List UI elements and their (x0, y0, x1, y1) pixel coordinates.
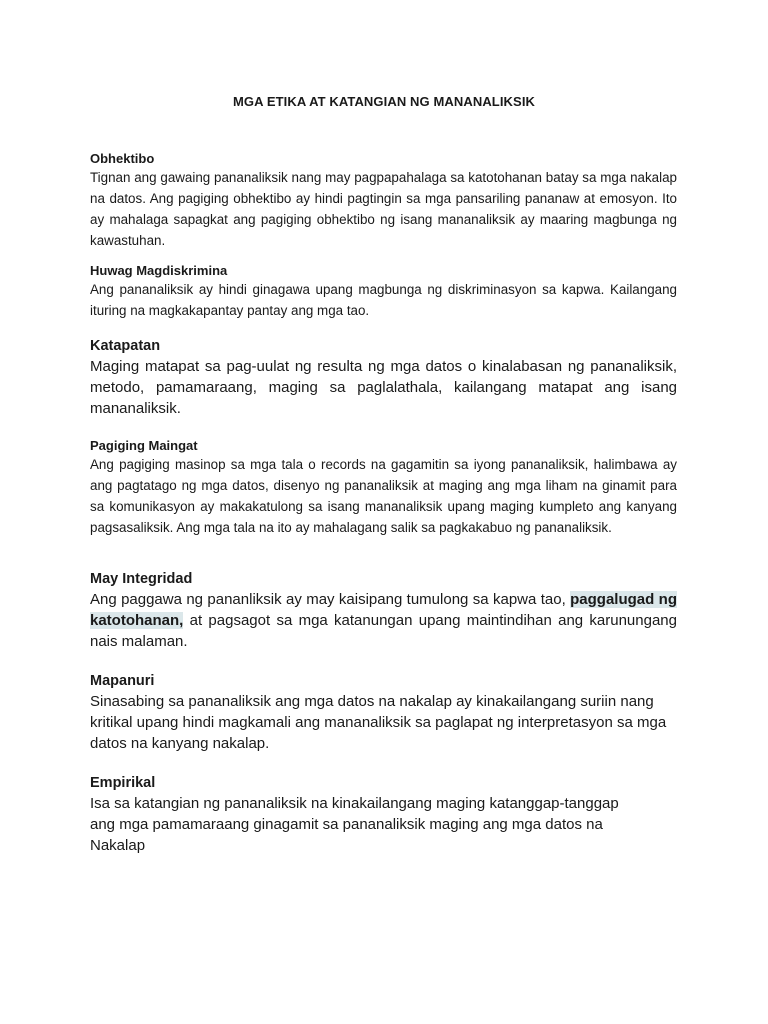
body-line: Isa sa katangian ng pananaliksik na kinakailangang maging katanggap-tanggap (90, 795, 619, 812)
section-empirikal (90, 773, 677, 856)
section-body (90, 793, 677, 856)
body-line: ang mga pamamaraang ginagamit sa pananaliksik maging ang mga datos na (90, 816, 603, 833)
section-body: Ang pagiging masinop sa mga tala o records na gagamitin sa iyong pananaliksik, halimbawa ay ang pagtatago ng mga datos, disenyo ng pananaliksik at maging ang mga liham na ginamit para sa komunikasyon ay makakatulong sa isang mananaliksik upang maging kumpleto ang kanyang pagsasaliksik. Ang mga tala na ito ay mahalagang salik sa pagkakabuo ng pananaliksik. (90, 457, 677, 535)
section-body: Tignan ang gawaing pananaliksik nang may pagpapahalaga sa katotohanan batay sa mga nakalap na datos. Ang pagiging obhektibo ay hindi pagtingin sa mga pansariling pananaw at emosyon. Ito ay mahalaga sapagkat ang pagiging obhektibo ng isang mananaliksik ay maaring magbunga ng kawastuhan. (90, 170, 677, 248)
section-mapanuri (90, 671, 677, 754)
section-pagiging-maingat (90, 437, 677, 538)
body-text: at pagsagot sa mga katanungan upang maintindihan ang karunungang nais malaman. (90, 612, 677, 650)
body-text: Ang paggawa ng pananliksik ay may kaisipang tumulong sa kapwa tao, (90, 591, 571, 608)
section-body (90, 589, 677, 652)
section-heading: Obhektibo (90, 151, 155, 166)
section-heading: May Integridad (90, 571, 193, 587)
section-body: Sinasabing sa pananaliksik ang mga datos na nakalap ay kinakailangang suriin nang kritikal upang hindi magkamali ang mananaliksik sa paglapat ng interpretasyon sa mga datos na kanyang nakalap. (90, 693, 667, 752)
section-body: Maging matapat sa pag-uulat ng resulta ng mga datos o kinalabasan ng pananaliksik, metodo, pamamaraang, maging sa paglalathala, kailangang matapat ang isang mananaliksik. (90, 358, 677, 417)
section-heading: Katapatan (90, 338, 161, 354)
section-may-integridad (90, 569, 677, 652)
body-line: Nakalap (90, 837, 146, 854)
section-katapatan (90, 336, 677, 419)
section-body: Ang pananaliksik ay hindi ginagawa upang magbunga ng diskriminasyon sa kapwa. Kailangang ituring na magkakapantay pantay ang mga tao. (90, 282, 677, 318)
highlighted-text: paggalugad ng katotohanan, (90, 591, 677, 629)
document-title: MGA ETIKA AT KATANGIAN NG MANANALIKSIK (232, 94, 536, 109)
section-huwag-magdiskrimina (90, 262, 677, 321)
section-heading: Huwag Magdiskrimina (90, 263, 228, 278)
section-heading: Mapanuri (90, 673, 155, 689)
section-heading: Empirikal (90, 775, 156, 791)
section-obhektibo (90, 150, 677, 251)
section-heading: Pagiging Maingat (90, 438, 198, 453)
